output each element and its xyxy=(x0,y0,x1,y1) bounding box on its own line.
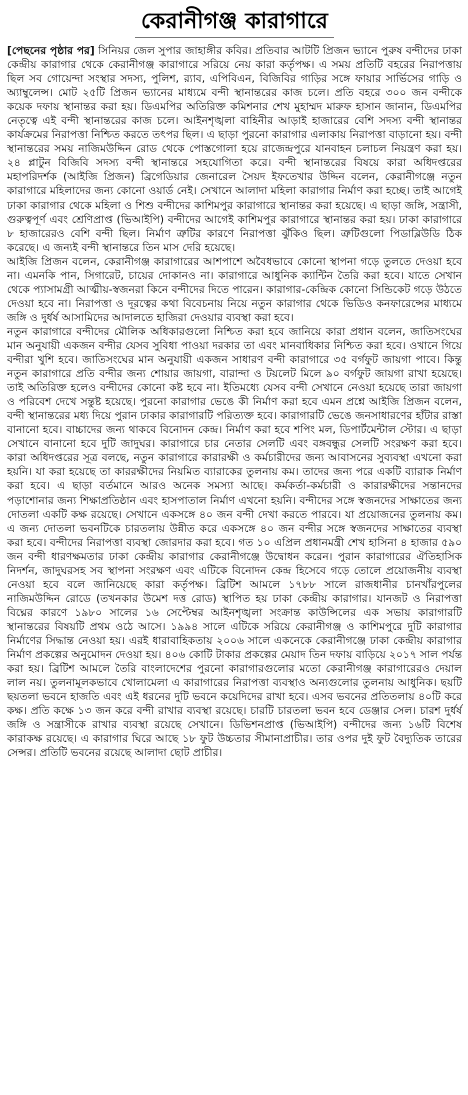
headline-wrap xyxy=(7,8,462,38)
article-body xyxy=(7,44,462,760)
dateline: [পেছনের পৃষ্ঠার পর] xyxy=(7,45,95,57)
article-headline: কেরানীগঞ্জ কারাগারে xyxy=(135,8,334,38)
article-paragraph-1 xyxy=(7,44,462,255)
article-paragraph-2: আইজি প্রিজন বলেন, কেরানীগঞ্জ কারাগারের আশপাশে অবৈধভাবে কোনো স্থাপনা গড়ে তুলতে দেওয়া হবে না। এমনকি পান, সিগারেট, চায়ের দোকানও না। কারাগারে আধুনিক ক্যান্টিন তৈরি করা হবে। যাতে সেখান থেকে প্যাসামগ্রী আত্মীয়-স্বজনরা কিনে বন্দীদের দিতে পারেন। কারাগার-কেন্দ্রিক কোনো সিন্ডিকেট গড়ে উঠতে দেওয়া হবে না। নিরাপত্তা ও দূরত্বের কথা বিবেচনায় নিয়ে নতুন কারাগার থেকে ভিডিও কনফারেন্সের মাধ্যমে জঙ্গি ও দুর্ধর্ষ আসামিদের আদালতে হাজিরা দেওয়ার ব্যবস্থা করা হবে। xyxy=(7,255,462,324)
article-paragraph-3: নতুন কারাগারে বন্দীদের মৌলিক অধিকারগুলো নিশ্চিত করা হবে জানিয়ে কারা প্রধান বলেন, জাতিসংঘের মান অনুযায়ী একজন বন্দীর যেসব সুবিধা পাওয়া দরকার তা এবং মানবাধিকার নিশ্চিত করা হবে। ওখানে গিয়ে বন্দীরা খুশি হবে। জাতিসংঘের মান অনুযায়ী একজন সাধারণ বন্দী কারাগারে ৩৫ বর্গফুট জায়গা পাবে। কিন্তু নতুন কারাগারে প্রতি বন্দীর জন্য শোয়ার জায়গা, বারান্দা ও টয়লেট মিলে ৯০ বর্গফুট জায়গা রাখা হয়েছে। তাই অতিরিক্ত হলেও বন্দীদের কোনো কষ্ট হবে না। ইতিমধ্যে যেসব বন্দী সেখানে নেওয়া হয়েছে তারা জায়গা ও পরিবেশ দেখে সন্তুষ্ট হয়েছে। পুরনো কারাগার ভেঙে কী নির্মাণ করা হবে এমন প্রশ্নে আইজি প্রিজন বলেন, বন্দী স্থানান্তরের মধ্য দিয়ে পুরান ঢাকার কারাগারটি পরিত্যক্ত হবে। কারাগারটি ভেঙে জনসাধারণের হাঁটার রাস্তা বানানো হবে। বাচ্চাদের জন্য থাকবে বিনোদন কেন্দ্র। নির্মাণ করা হবে শপিং মল, ডিপার্টমেন্টাল স্টোর। এ ছাড়া সেখানে বানানো হবে দুটি জাদুঘর। কারাগারে চার নেতার সেলটি এবং বঙ্গবন্ধুর সেলটি সংরক্ষণ করা হবে। কারা অধিদপ্তরের সূত্র বলছে, নতুন কারাগারে কারারক্ষী ও কর্মচারীদের জন্য আবাসনের সুব্যবস্থা এখনো করা হয়নি। যা করা হয়েছে তা কাররক্ষীদের নিয়মিত ব্যারাকের তুলনায় কম। তাদের জন্য পরে একটি ব্যারাক নির্মাণ করা হবে। এ ছাড়া বর্তমানে আরও অনেক সমস্যা আছে। কর্মকর্তা-কর্মচারী ও কারারক্ষীদের সন্তানদের পড়াশোনার জন্য শিক্ষাপ্রতিষ্ঠান এবং হাসপাতাল নির্মাণ এখনো হয়নি। বন্দীদের সঙ্গে স্বজনদের সাক্ষাতের জন্য দোতলা একটি কক্ষ রয়েছে। সেখানে একসঙ্গে ৪০ জন বন্দী দেখা করতে পারবে। যা প্রয়োজনের তুলনায় কম। এ জন্য দোতলা ভবনটিকে চারতলায় উন্নীত করে একসঙ্গে ৪০ জন বন্দীর সঙ্গে স্বজনদের সাক্ষাতের ব্যবস্থা করা হবে। বন্দীদের নিরাপত্তা ব্যবস্থা জোরদার করা হবে। গত ১০ এপ্রিল প্রধানমন্ত্রী শেখ হাসিনা ৪ হাজার ৫৯০ জন বন্দী ধারণক্ষমতার ঢাকা কেন্দ্রীয় কারাগার কেরানীগঞ্জে উদ্বোধন করেন। পুরান কারাগারের ঐতিহাসিক নিদর্শন, জাদুঘরসহ সব স্থাপনা সংরক্ষণ এবং এটিকে বিনোদন কেন্দ্র হিসেবে গড়ে তোলে প্রয়োজনীয় ব্যবস্থা নেওয়া হবে বলে জানিয়েছে কারা কর্তৃপক্ষ। ব্রিটিশ আমলে ১৭৮৮ সালে রাজধানীর চানখাঁরপুলের নাজিমউদ্দিন রোডে (তখনকার উমেশ দত্ত রোড) স্থাপিত হয় ঢাকা কেন্দ্রীয় কারাগার। যানজট ও নিরাপত্তা বিঘ্নের কারণে ১৯৮০ সালের ১৬ সেপ্টেম্বর আইনশৃঙ্খলা সংক্রান্ত কাউন্সিলের এক সভায় কারাগারটি স্থানান্তরের বিষয়টি প্রথম ওঠে আসে। ১৯৯৪ সালে এটিকে সরিয়ে কেরানীগঞ্জ ও কাশিমপুরে দুটি কারাগার নির্মাণের সিদ্ধান্ত নেওয়া হয়। এরই ধারাবাহিকতায় ২০০৬ সালে একনেকে কেরানীগঞ্জে ঢাকা কেন্দ্রীয় কারাগার নির্মাণ প্রকল্পের অনুমোদন দেওয়া হয়। ৪০৬ কোটি টাকার প্রকল্পের মেয়াদ তিন দফায় বাড়িয়ে ২০১৭ সাল পর্যন্ত করা হয়। ব্রিটিশ আমলে তৈরি বাংলাদেশের পুরনো কারাগারগুলোর মতো কেরানীগঞ্জ কারাগারেরও দেয়াল লাল নয়। তুলনামূলকভাবে খোলামেলা এ কারাগারের নিরাপত্তা ব্যবস্থাও অন্যগুলোর তুলনায় আধুনিক। ছয়টি ছয়তলা ভবনে হাজতি এবং এই ধরনের দুটি ভবনে কয়েদিদের রাখা হবে। এসব ভবনের প্রতিতলায় ৪০টি করে কক্ষ। প্রতি কক্ষে ১৩ জন করে বন্দী রাখার ব্যবস্থা রয়েছে। চারটি চারতলা ভবন হবে ডেঞ্জার সেল। চারশ দুর্ধর্ষ জঙ্গি ও সন্ত্রাসীকে রাখার ব্যবস্থা রয়েছে সেখানে। ডিভিশনপ্রাপ্ত (ভিআইপি) বন্দীদের জন্য ১৬টি বিশেষ কারাকক্ষ রয়েছে। এ কারাগার ঘিরে আছে ১৮ ফুট উচ্চতার সীমানাপ্রাচীর। তার ওপর দুই ফুট বৈদ্যুতিক তারের সেন্সর। প্রতিটি ভবনের রয়েছে আলাদা ছোট প্রাচীর। xyxy=(7,325,462,760)
paragraph-1-text: সিনিয়র জেল সুপার জাহাঙ্গীর কবির। প্রতিবার আটটি প্রিজন ভ্যানে পুরুষ বন্দীদের ঢাকা কেন্দ্রীয় কারাগার থেকে কেরানীগঞ্জ কারাগারে সরিয়ে নেয় কারা কর্তৃপক্ষ। এ সময় প্রতিটি বহরের নিরাপত্তায় ছিল সব গোয়েন্দা সংস্থার সদস্য, পুলিশ, র‌্যাব, এপিবিএন, বিজিবির গাড়ির সঙ্গে ফায়ার সার্ভিসের গাড়ি ও অ্যাম্বুলেন্স। মোট ২৫টি প্রিজন ভ্যানের মাধ্যমে বন্দী স্থানান্তরের কাজ চলে। প্রতি বহরে ৩০০ জন বন্দীকে কয়েক দফায় স্থানান্তর করা হয়। ডিএমপির অতিরিক্ত কমিশনার শেখ মুহাম্মদ মারুফ হাসান জানান, ডিএমপির নেতৃত্বে এই বন্দী স্থানান্তরের কাজ চলে। আইনশৃঙ্খলা বাহিনীর আড়াই হাজারের বেশি সদস্য বন্দী স্থানান্তর কার্যক্রমের নিরাপত্তা নিশ্চিত করতে তৎপর ছিল। এ ছাড়া পুরনো কারাগার এলাকায় নিরাপত্তা বাড়ানো হয়। বন্দী স্থানান্তরের সময় নাজিমউদ্দিন রোড থেকে পোস্তগোলা হয়ে রাজেন্দ্রপুরে যানবাহন চলাচল নিয়ন্ত্রণ করা হয়। ২৪ প্লাটুন বিজিবি সদস্য বন্দী স্থানান্তরে সহযোগিতা করে। বন্দী স্থানান্তরের বিষয়ে কারা অধিদপ্তরের মহাপরিদর্শক (আইজি প্রিজন) ব্রিগেডিয়ার জেনারেল সৈয়দ ইফতেখার উদ্দিন বলেন, কেরানীগঞ্জে নতুন কারাগারে মহিলাদের জন্য কোনো ওয়ার্ড নেই। সেখানে আলাদা মহিলা কারাগার নির্মাণ করা হচ্ছে। তাই আগেই ঢাকা কারাগার থেকে মহিলা ও শিশু বন্দীদের কাশিমপুর কারাগারে স্থানান্তর করা হয়েছে। এ ছাড়া জঙ্গি, সন্ত্রাসী, গুরুত্বপূর্ণ এবং শ্রেণিপ্রাপ্ত (ভিআইপি) বন্দীদের আগেই কাশিমপুর কারাগারে স্থানান্তর করা হয়। ঢাকা কারাগারে ৮ হাজারেরও বেশি বন্দী ছিল। নির্মাণ ত্রুটির কারণে নিরাপত্তা ঝুঁকিও ছিল। ত্রুটিগুলো পিডাব্লিউডি ঠিক করেছে। এ জন্যই বন্দী স্থানান্তরে তিন মাস দেরি হয়েছে। xyxy=(7,45,462,254)
